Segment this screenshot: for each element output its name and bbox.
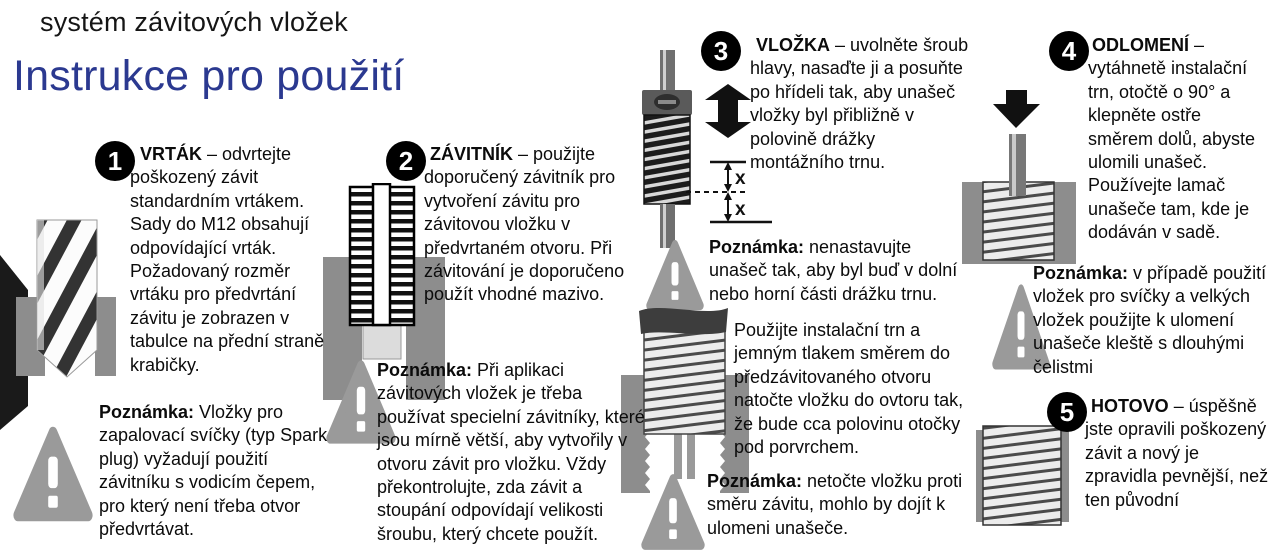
note-4-label: Poznámka: <box>707 471 803 491</box>
document-kicker: systém závitových vložek <box>40 7 348 37</box>
step-1-text: VRTÁK – odvrtejte poškozený závit standardním vrtákem. Sady do M12 obsahují odpovídající vrták. Požadovaný rozměr vrtáku pro předvrtání závitu je zobrazen v tabulce na přední straně krabičky. <box>130 144 325 375</box>
break-off-illustration <box>962 82 1076 264</box>
step-5-number: 5 <box>1059 396 1075 427</box>
step-1-badge <box>95 141 135 181</box>
warning-icon <box>641 472 705 552</box>
note-2: Poznámka: Při aplikaci závitových vložek je třeba používat specielní závitníky, které jsou mírně větší, aby vytvořily v otvoru závit pro vložku. Vždy překontrolujte, zda závit a stoupání odpovídají velikosti šroubu, který chcete použít. <box>377 360 645 544</box>
note-5: Poznámka: v případě použití vložek pro svíčky a velkých vložek použijte k ulomení unašeče kleště s dlouhými čelistmi <box>1033 263 1267 377</box>
step-4-badge <box>1049 31 1089 71</box>
warning-icon <box>13 424 93 524</box>
svg-text:x: x <box>735 199 746 220</box>
step-3-badge <box>701 31 741 71</box>
step-3-number: 3 <box>713 35 729 66</box>
note-1: Poznámka: Vložky pro zapalovací svíčky (typ Spark plug) vyžadují použití závitníku s vodicím čepem, pro který není třeba otvor předvrtávat. <box>99 402 328 540</box>
step-3-title: VLOŽKA <box>756 35 830 55</box>
step-5-title: HOTOVO <box>1091 396 1169 416</box>
note-2-label: Poznámka: <box>377 360 473 380</box>
page-title: Instrukce pro použití <box>13 52 405 100</box>
note-3: Poznámka: nenastavujte unašeč tak, aby byl buď v dolní nebo horní části drážku trnu. <box>709 237 958 304</box>
note-3-label: Poznámka: <box>709 237 805 257</box>
up-down-arrow-icon <box>705 84 751 138</box>
finished-insert-illustration <box>972 418 1070 557</box>
step-3-paragraph: Použijte instalační trn a jemným tlakem směrem do předzávitovaného otvoru natočte vložku do ovtoru tak, že bude cca polovinu otočky pod porvrchem. <box>734 320 964 458</box>
note-4: Poznámka: netočte vložku proti směru závitu, mohlo by dojít k ulomeni unašeče. <box>707 471 963 538</box>
svg-text:x: x <box>735 168 746 189</box>
step-4-number: 4 <box>1061 35 1077 66</box>
step-2-title: ZÁVITNÍK <box>430 144 513 164</box>
note-1-label: Poznámka: <box>99 402 195 422</box>
step-2-number: 2 <box>398 145 414 176</box>
note-5-label: Poznámka: <box>1033 263 1129 283</box>
step-3-text: VLOŽKA – uvolněte šroub hlavy, nasaďte ji a posuňte po hřídeli tak, aby unašeč vložky byl přibližně v polovině drážky montážního trnu. <box>750 35 969 173</box>
step-4-title: ODLOMENÍ <box>1092 35 1189 55</box>
step-1-number: 1 <box>107 145 123 176</box>
step-1-title: VRTÁK <box>140 144 202 164</box>
step-4-text: ODLOMENÍ – vytáhnetě instalační trn, otočtě o 90° a klepněte ostře směrem dolů, abyste ulomili unašeč. Používejte lamač unašeče tam, kde je dodáván v sadě. <box>1088 35 1256 243</box>
step-5-text: HOTOVO – úspěšně jste opravili poškozený závit a nový je zpravidla pevnější, než ten původní <box>1085 396 1269 510</box>
step-5-badge <box>1047 392 1087 432</box>
step-2-text: ZÁVITNÍK – použijte doporučený závitník pro vytvoření závitu pro závitovou vložku v předvrtaném otvoru. Při závitování je doporučeno použít vhodné mazivo. <box>424 144 625 305</box>
step-2-badge <box>386 141 426 181</box>
